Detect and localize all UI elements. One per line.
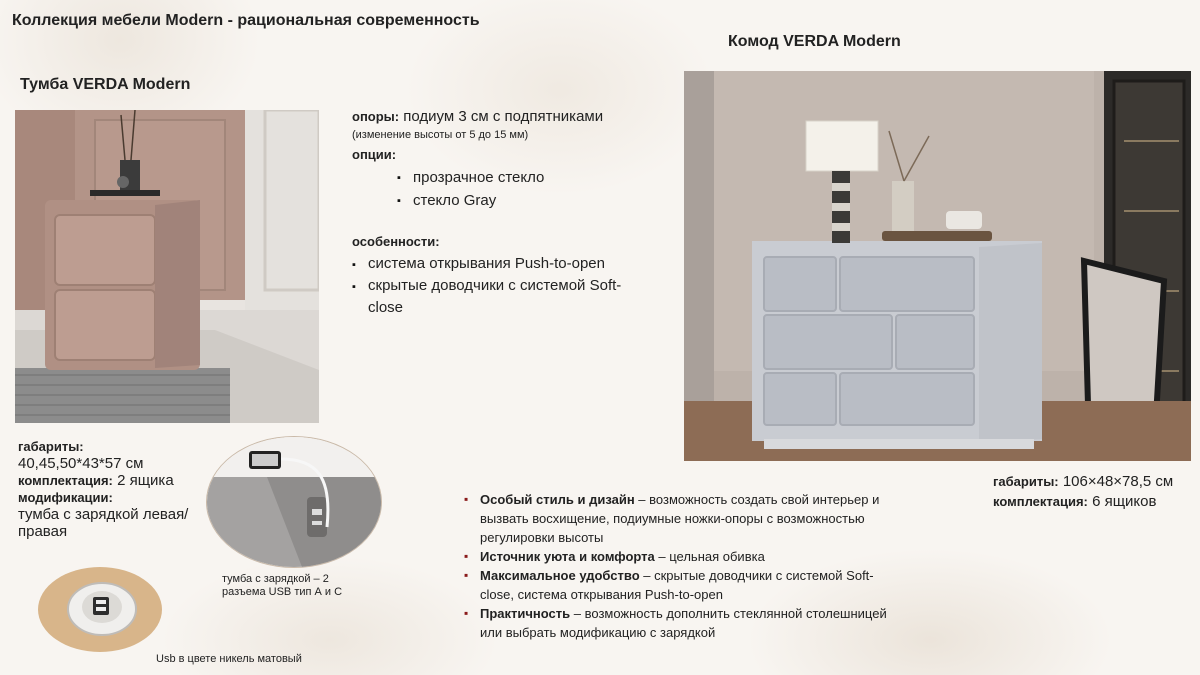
advantage-title: Особый стиль и дизайн xyxy=(480,492,635,507)
dresser-set-label: комплектация: xyxy=(993,494,1088,509)
options-label: опции: xyxy=(352,147,397,162)
supports-label: опоры: xyxy=(352,109,400,124)
dresser-dimensions-label: габариты: xyxy=(993,474,1059,489)
collection-title: Коллекция мебели Modern - рациональная современность xyxy=(12,12,480,29)
advantage-text: – скрытые доводчики с системой Soft-close, система открывания Push-to-open xyxy=(480,568,874,602)
set-label: комплектация: xyxy=(18,473,113,488)
feature-item: ▪ скрытые доводчики с системой Soft-close xyxy=(352,275,652,319)
advantage-item xyxy=(464,490,894,547)
option-item: ▪ стекло Gray xyxy=(397,189,672,212)
dresser-photo xyxy=(684,71,1191,461)
dimensions-label: габариты: xyxy=(18,439,84,454)
nightstand-photo xyxy=(15,110,319,423)
advantage-title: Источник уюта и комфорта xyxy=(480,549,655,564)
advantage-item xyxy=(464,547,894,566)
advantages-list xyxy=(464,490,894,642)
nightstand-title: Тумба VERDA Modern xyxy=(20,76,191,93)
dresser-set-value: 6 ящиков xyxy=(1092,493,1157,510)
options-list xyxy=(397,166,672,212)
supports-value: подиум 3 см с подпятниками xyxy=(403,108,604,125)
advantage-text: – возможность дополнить стеклянной столешницей или выбрать модификацию с зарядкой xyxy=(480,606,887,640)
usb-socket-photo xyxy=(38,567,162,652)
dresser-info xyxy=(993,472,1173,512)
mods-value: тумба с зарядкой левая/правая xyxy=(18,506,189,540)
nightstand-specs xyxy=(352,108,672,319)
option-item: ▪ прозрачное стекло xyxy=(397,166,672,189)
supports-note: (изменение высоты от 5 до 15 мм) xyxy=(352,129,529,141)
advantage-title: Максимальное удобство xyxy=(480,568,640,583)
usb-charging-photo xyxy=(206,436,382,568)
nightstand-info xyxy=(18,438,198,540)
dresser-dimensions-value: 106×48×78,5 см xyxy=(1062,473,1174,490)
set-value: 2 ящика xyxy=(117,472,174,489)
dresser-title: Комод VERDA Modern xyxy=(728,33,901,50)
feature-item: ▪ система открывания Push-to-open xyxy=(352,253,652,275)
advantage-item xyxy=(464,604,894,642)
dimensions-value: 40,45,50*43*57 см xyxy=(18,455,144,472)
features-list xyxy=(352,253,652,319)
mods-label: модификации: xyxy=(18,490,113,505)
advantage-text: – возможность создать свой интерьер и вызвать восхищение, подиумные ножки-опоры с возможностью регулировки высоты xyxy=(480,492,880,545)
advantage-text: – цельная обивка xyxy=(654,549,765,564)
supports-line xyxy=(352,108,672,125)
usb-finish-caption: Usb в цвете никель матовый xyxy=(156,653,302,665)
usb-ports-caption: тумба с зарядкой – 2 разъема USB тип А и С xyxy=(222,573,343,598)
advantage-item xyxy=(464,566,894,604)
features-label: особенности: xyxy=(352,234,440,249)
advantage-title: Практичность xyxy=(480,606,571,621)
